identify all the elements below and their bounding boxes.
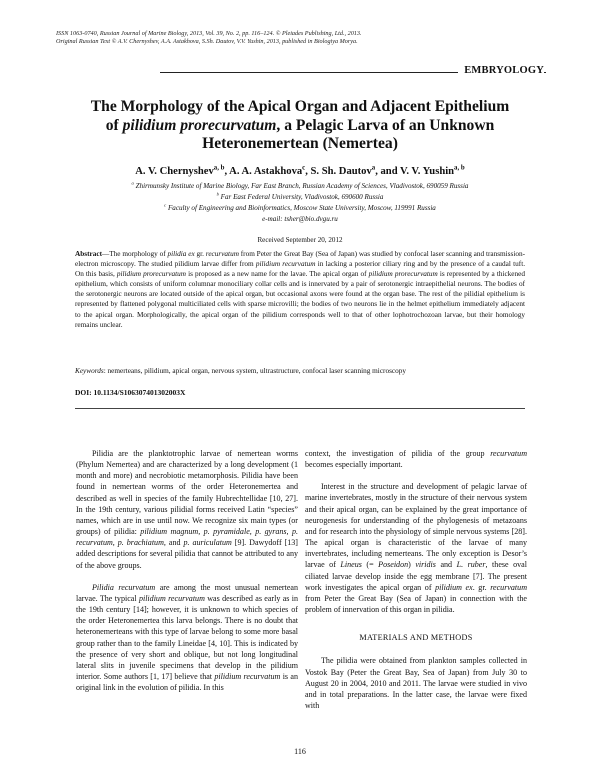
email[interactable]: e-mail: tsher@bio.dvgu.ru [262,215,338,224]
affiliation-a: $^a$ Zhirmunsky Institute of Marine Biology, Far East Branch, Russian Academy of Sciences, Vladivostok, 690059 Russia [131,180,469,190]
right-column [305,448,527,711]
title-line-1: The Morphology of the Apical Organ and Adjacent Epithelium [90,98,510,115]
journal-citation: ISSN 1063-0740, Russian Journal of Marine Biology, 2013, Vol. 39, No. 2, pp. 116–124. © Pleiades Publishing, Ltd., 2013. [56,30,362,37]
author-3: S. Sh. Dautov [310,166,372,177]
affiliation-c: $^c$ Faculty of Engineering and Bioinformatics, Moscow State University, Moscow, 119991 Russia [164,202,436,213]
author-1: A. V. Chernyshev [135,166,214,177]
affiliations [50,181,550,225]
paragraph: The pilidia were obtained from plankton samples collected in Vostok Bay (Peter the Great Bay, Sea of Japan) from July 30 to August 20 in 2004, 2010 and 2011. The larvae were studied in vivo and in total preparations. In the latter case, the larvae were fixed with [305,656,527,710]
affiliation-b: $^b$ Far East Federal University, Vladivostok, 690600 Russia [216,191,384,202]
divider [75,408,525,409]
section-heading: MATERIALS AND METHODS [359,633,473,643]
abstract: Abstract—The morphology of pilidia ex gr. recurvatum from Peter the Great Bay (Sea of Japan) was studied by confocal laser scanning and transmission-electron microscopy. The studied pilidium larvae differ from pilidium recurvatum in lacking a posterior ciliary ring and by the presence of a caudal tuft. On this basis, pilidium prorecurvatum is proposed as a new name for the lavae. The apical organ of pilidium prorecurvatum is represented by a thickened epithelium, which consists of uniform columnar monociliary collar cells and is innervated by a pair of serotonergic intraepithelial neurons. The bodies of the serotonergic neurons are located outside of the apical organ, but occasional axons were found at the organ base. The rest of the pilidial epithelium is represented by flattened polygonal multiciliated cells with sparse microvilli; the bodies of two neurons lie in the helmet epithelium immediately adjacent to the apical organ. Morphologically, the apical organ of the pilidium corresponds well to that of other lophotrochozoan larvae, but their homology remains unclear. [75,250,526,329]
received-date: Received September 20, 2012 [257,236,343,244]
page-number: 116 [294,747,306,756]
title-line-3: Heteronemertean (Nemertea) [202,135,398,153]
abstract-label: Abstract [75,250,102,258]
article-title [50,98,550,154]
paragraph: Interest in the structure and development of pelagic larvae of marine invertebrates, mostly in the structure of their nervous system and their apical organ, can be explained by the great importance of neurogenesis for understanding of the phylogenesis of metazoans and for research into the physiology of simple nervous systems [28]. The apical organ is characteristic of the larvae of many invertebrates, including nemerteans. The only exception is Desor’s larvae of Lineus (= Poseidon) viridis and L. ruber, these oval ciliated larvae develop inside the egg membrane [7]. The present work investigates the apical organ of pilidium ex. gr. recurvatum from Peter the Great Bay (Sea of Japan) in connection with the problem of innervation of this organ in pilidia. [305,482,527,615]
journal-header [56,30,526,47]
paragraph: context, the investigation of pilidia of the group recurvatum becomes especially important. [305,449,527,470]
author-4: V. V. Yushin [400,166,455,177]
author-list: A. V. Chernyshev$^{a, b}$, A. A. Astakhova$^c$, S. Sh. Dautov$^a$, and V. V. Yushin$^{a, b}$ [135,164,465,177]
keywords-label: Keywords [75,367,104,375]
paragraph: Pilidia recurvatum are among the most unusual nemertean larvae. The typical pilidium recurvatum was described as early as in the 19th century [14]; however, it is unknown to which species of the order Heteronemertea this larva belongs. There is no doubt that heteronemerteans with this type of larvae belong to some more basal group rather than to the family Lineidae [4, 10]. This is indicated by the presence of very short and oblique, but not long longitudinal lateral slits in juvenile specimens that develop in the pilidium interior. Some authors [1, 17] believe that pilidium recurvatum is an original link in the evolution of pilidia. In this [76,582,299,693]
original-text-note: Original Russian Text © A.V. Chernyshev, A.A. Astakhova, S.Sh. Dautov, V.V. Yushin, 2013, published in Biologiya Morya. [56,38,358,46]
left-column [76,448,298,693]
title-line-2: of pilidium prorecurvatum, a Pelagic Larva of an Unknown [105,116,495,134]
section-label: EMBRYOLOGY [458,65,544,76]
author-2: A. A. Astakhova [229,166,303,177]
keywords: Keywords: nemerteans, pilidium, apical organ, nervous system, ultrastructure, confocal laser scanning microscopy [75,367,406,375]
doi[interactable]: DOI: 10.1134/S106307401302003X [75,388,186,397]
paragraph: Pilidia are the planktotrophic larvae of nemertean worms (Phylum Nemertea) and are characterized by a long development (1 month and more) and necrobiotic metamorphosis. Pilidia have been found in nemertean worms of the order Heteronemertea and described as well in species of the family Hubrechtellidae [10, 27]. In the 19th century, various pilidial forms received Latin “species” names, which are in use until now. We recognize six main types (or groups) of pilidia: pilidium magnum, p. pyramidale, p. gyrans, p. recurvatum, p. brachiatum, and p. auriculatum [9]. Dawydoff [13] added descriptions for several pilidia that cannot be attributed to any of the above groups. [76,449,298,570]
